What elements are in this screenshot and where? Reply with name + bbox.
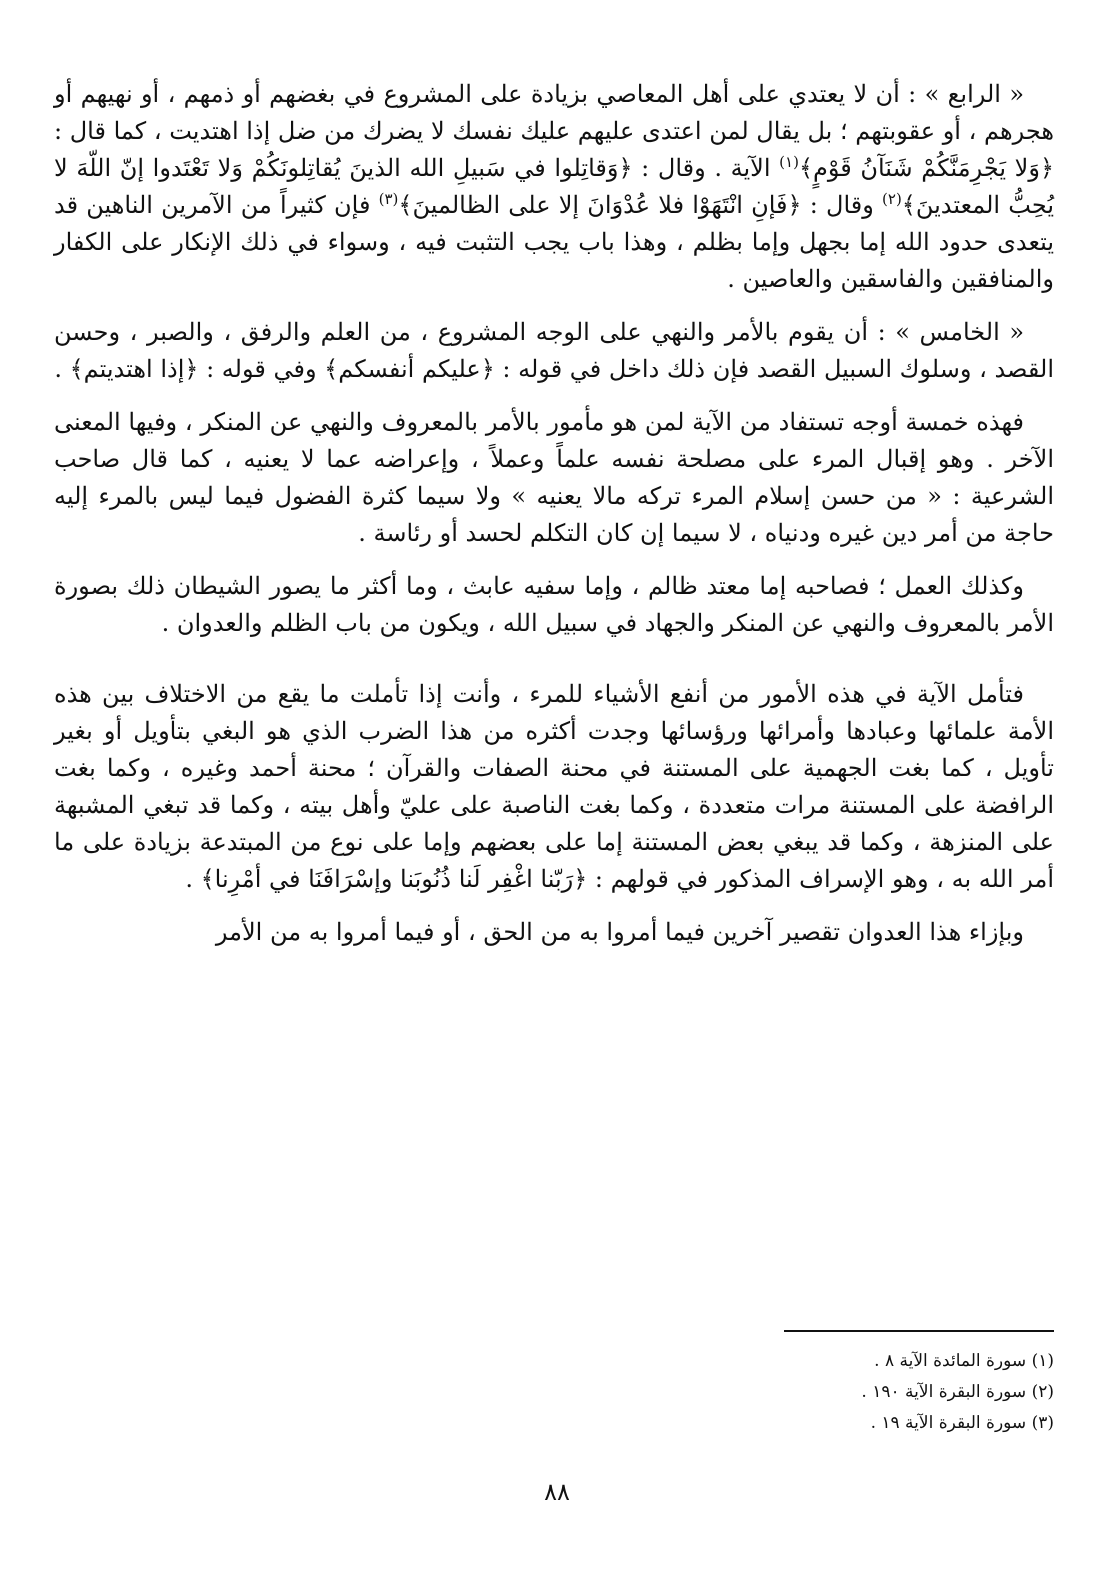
paragraph-text: الآية . وقال : ﴿وَقاتِلوا في سَبيلِ الله الذينَ يُقاتِلونَكُمْ وَلا تَعْتَدوا إنّ اللّهَ لا يُحِبُّ المعتدينَ﴾	[54, 154, 1054, 219]
footnote-divider	[784, 1330, 1054, 1332]
footnote-2: (٢) سورة البقرة الآية ١٩٠ .	[861, 1382, 1054, 1402]
footnote-ref-1: (١)	[779, 153, 799, 171]
paragraph-action: وكذلك العمل ؛ فصاحبه إما معتد ظالم ، وإما سفيه عابث ، وما أكثر ما يصور الشيطان ذلك بصورة الأمر بالمعروف والنهي عن المنكر والجهاد في سبيل الله ، ويكون من باب الظلم والعدوان .	[54, 572, 1054, 637]
paragraph-fifth: « الخامس » : أن يقوم بالأمر والنهي على الوجه المشروع ، من العلم والرفق ، والصبر ، وحسن القصد ، وسلوك السبيل القصد فإن ذلك داخل في قوله : ﴿عليكم أنفسكم﴾ وفي قوله : ﴿إذا اهتديتم﴾ .	[54, 318, 1054, 383]
paragraph-summary: فهذه خمسة أوجه تستفاد من الآية لمن هو مأمور بالأمر بالمعروف والنهي عن المنكر ، وفيها المعنى الآخر . وهو إقبال المرء على مصلحة نفسه علماً وعملاً ، وإعراضه عما لا يعنيه ، كما قال صاحب الشرعية : « من حسن إسلام المرء تركه مالا يعنيه » ولا سيما كثرة الفضول فيما ليس بالمرء إليه حاجة من أمر دين غيره ودنياه ، لا سيما إن كان التكلم لحسد أو رئاسة .	[54, 408, 1054, 547]
paragraph-reflection: فتأمل الآية في هذه الأمور من أنفع الأشياء للمرء ، وأنت إذا تأملت ما يقع من الاختلاف بين هذه الأمة علمائها وعبادها وأمرائها ورؤسائها وجدت أكثره من هذا الضرب الذي هو البغي بتأويل أو بغير تأويل ، كما بغت الجهمية على المستنة في محنة الصفات والقرآن ؛ محنة أحمد وغيره ، وكما بغت الرافضة على المستنة مرات متعددة ، وكما بغت الناصبة على عليّ وأهل بيته ، وكما قد تبغي المشبهة على المنزهة ، وكما قد يبغي بعض المستنة إما على بعضهم وإما على نوع من المبتدعة بزيادة على ما أمر الله به ، وهو الإسراف المذكور في قولهم : ﴿رَبّنا اغْفِر لَنا ذُنُوبَنا وإسْرَافَنَا في أمْرِنا﴾ .	[54, 680, 1054, 893]
main-text	[54, 76, 1054, 951]
footnote-ref-2: (٢)	[882, 190, 902, 208]
footnote-ref-3: (٣)	[378, 190, 399, 208]
footnote-1: (١) سورة المائدة الآية ٨ .	[874, 1351, 1054, 1371]
paragraph-fourth	[54, 76, 1054, 298]
page-number: ٨٨	[544, 1478, 570, 1506]
paragraph-text: « الرابع » : أن لا يعتدي على أهل المعاصي بزيادة على المشروع في بغضهم أو ذمهم ، أو نهيهم أو هجرهم ، أو عقوبتهم ؛ بل يقال لمن اعتدى عليهم عليك نفسك لا يضرك من ضل إذا اهتديت ، كما قال : ﴿وَلا يَجْرِمَنَّكُمْ شَنَآنُ قَوْمٍ﴾	[54, 80, 1055, 182]
paragraph-text: وقال : ﴿فَإنِ انْتَهَوْا فلا عُدْوَانَ إلا على الظالمينَ﴾	[398, 191, 883, 219]
footnotes	[600, 1346, 1054, 1439]
paragraph-continuation: وبإزاء هذا العدوان تقصير آخرين فيما أمروا به من الحق ، أو فيما أمروا به من الأمر	[215, 918, 1024, 946]
paragraph-text: فإن كثيراً من الآمرين الناهين قد يتعدى حدود الله إما بجهل وإما بظلم ، وهذا باب يجب التثبت فيه ، وسواء في ذلك الإنكار على الكفار والمنافقين والفاسقين والعاصين .	[54, 191, 1054, 293]
footnote-3: (٣) سورة البقرة الآية ١٩ .	[870, 1413, 1054, 1433]
